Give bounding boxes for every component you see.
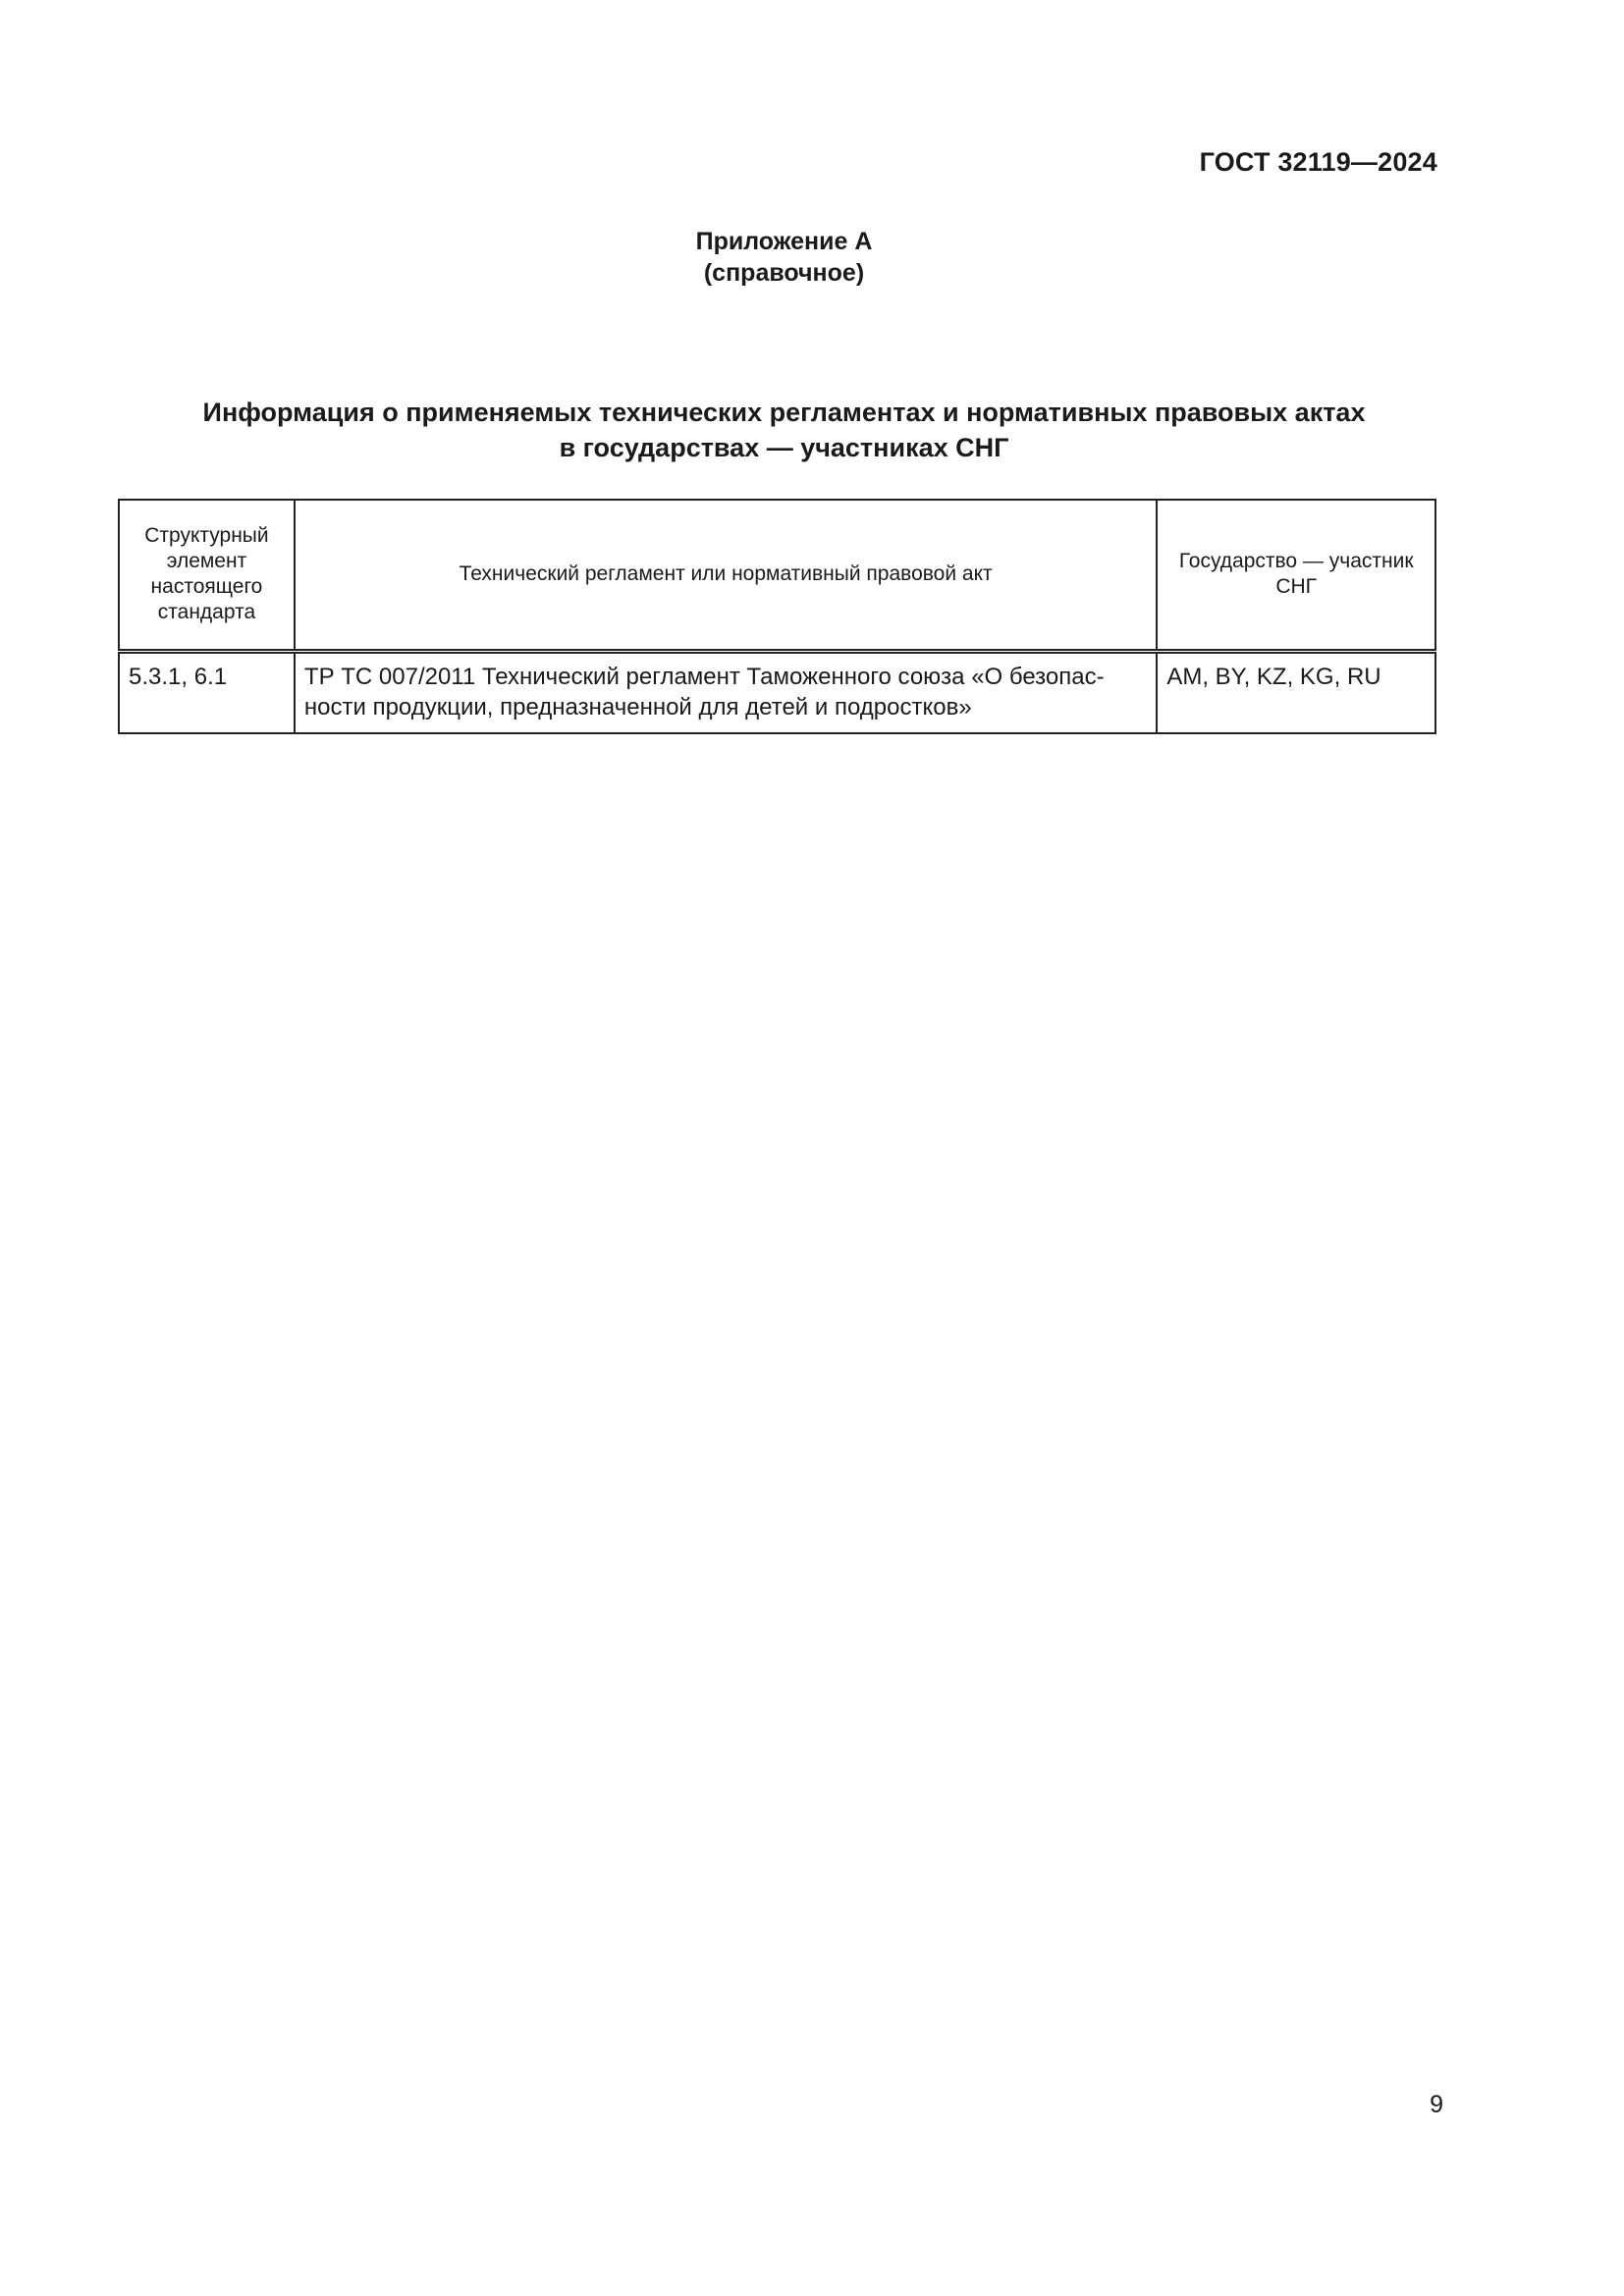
appendix-title: Приложение А bbox=[695, 228, 873, 255]
cell-regulation: ТР ТС 007/2011 Технический регламент Таможенного союза «О безопас- ности продукции, предназначенной для детей и подростков» bbox=[295, 651, 1157, 733]
regulations-table bbox=[118, 499, 1436, 734]
table-row bbox=[119, 651, 1435, 733]
section-title bbox=[0, 395, 1568, 465]
cell-states: AM, BY, KZ, KG, RU bbox=[1157, 651, 1435, 733]
document-code: ГОСТ 32119—2024 bbox=[1199, 147, 1437, 177]
header-regulation: Технический регламент или нормативный правовой акт bbox=[295, 500, 1157, 651]
section-title-line-1: Информация о применяемых технических регламентах и нормативных правовых актах bbox=[202, 398, 1366, 427]
appendix-heading bbox=[0, 226, 1568, 289]
header-member-state: Государство — участник СНГ bbox=[1157, 500, 1435, 651]
section-title-line-2: в государствах — участниках СНГ bbox=[559, 433, 1009, 462]
cell-element: 5.3.1, 6.1 bbox=[119, 651, 295, 733]
appendix-kind: (справочное) bbox=[703, 259, 865, 287]
header-structural-element: Структурный элемент настоящего стандарта bbox=[119, 500, 295, 651]
table-header-row bbox=[119, 500, 1435, 651]
page-number: 9 bbox=[1430, 2091, 1443, 2118]
